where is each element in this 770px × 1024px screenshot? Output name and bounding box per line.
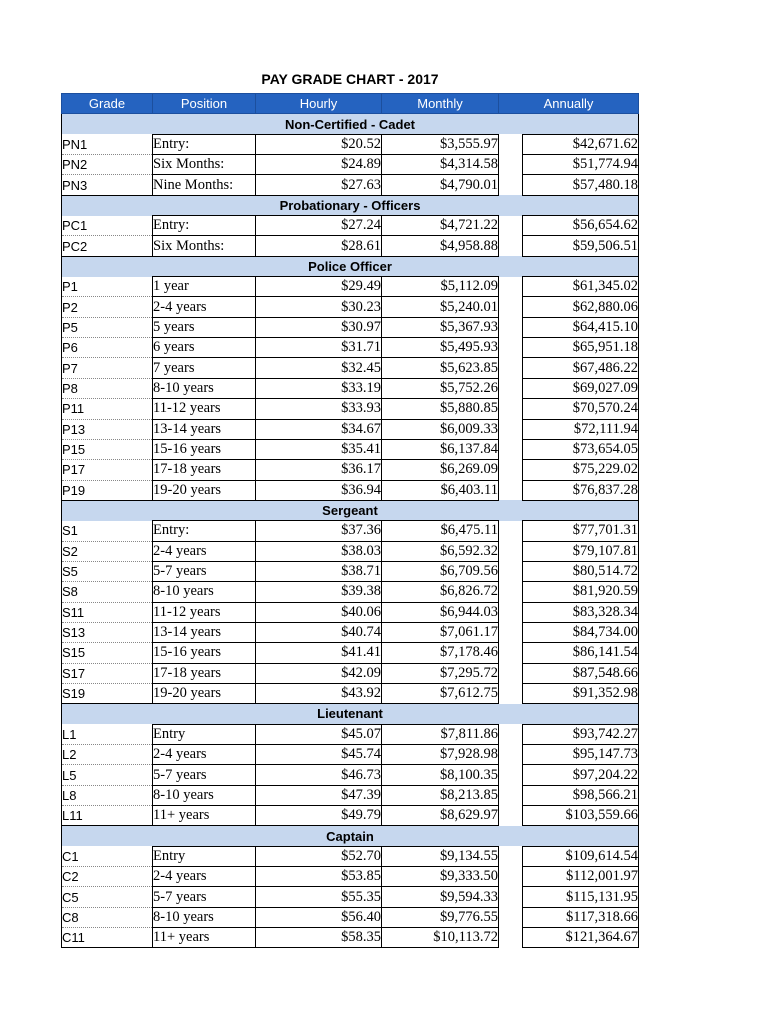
table-body xyxy=(62,114,639,948)
grade-cell: L8 xyxy=(62,785,153,805)
spacer-cell xyxy=(499,175,523,195)
grade-cell: P17 xyxy=(62,460,153,480)
spacer-cell xyxy=(499,724,523,744)
pay-grade-table xyxy=(61,93,639,948)
hourly-cell: $45.74 xyxy=(256,745,382,765)
monthly-cell: $6,944.03 xyxy=(382,602,499,622)
table-row xyxy=(62,846,639,866)
spacer-cell xyxy=(499,236,523,256)
hourly-cell: $56.40 xyxy=(256,907,382,927)
table-row xyxy=(62,216,639,236)
hourly-cell: $45.07 xyxy=(256,724,382,744)
table-row xyxy=(62,887,639,907)
section-header-row xyxy=(62,500,639,520)
hourly-cell: $32.45 xyxy=(256,358,382,378)
column-header-position: Position xyxy=(153,94,256,114)
table-row xyxy=(62,460,639,480)
position-cell: 8-10 years xyxy=(153,785,256,805)
column-header-annually: Annually xyxy=(499,94,639,114)
annual-cell: $62,880.06 xyxy=(523,297,639,317)
grade-cell: P8 xyxy=(62,378,153,398)
spacer-cell xyxy=(499,358,523,378)
hourly-cell: $41.41 xyxy=(256,643,382,663)
grade-cell: P2 xyxy=(62,297,153,317)
table-row xyxy=(62,806,639,826)
column-header-hourly: Hourly xyxy=(256,94,382,114)
hourly-cell: $39.38 xyxy=(256,582,382,602)
hourly-cell: $49.79 xyxy=(256,806,382,826)
position-cell: 17-18 years xyxy=(153,663,256,683)
annual-cell: $42,671.62 xyxy=(523,134,639,154)
spacer-cell xyxy=(499,480,523,500)
hourly-cell: $36.94 xyxy=(256,480,382,500)
grade-cell: P5 xyxy=(62,317,153,337)
section-title: Lieutenant xyxy=(62,704,639,724)
monthly-cell: $8,629.97 xyxy=(382,806,499,826)
position-cell: 7 years xyxy=(153,358,256,378)
spacer-cell xyxy=(499,419,523,439)
annual-cell: $103,559.66 xyxy=(523,806,639,826)
annual-cell: $64,415.10 xyxy=(523,317,639,337)
spacer-cell xyxy=(499,541,523,561)
table-row xyxy=(62,439,639,459)
annual-cell: $70,570.24 xyxy=(523,399,639,419)
table-row xyxy=(62,521,639,541)
hourly-cell: $38.03 xyxy=(256,541,382,561)
annual-cell: $86,141.54 xyxy=(523,643,639,663)
grade-cell: S19 xyxy=(62,683,153,703)
monthly-cell: $9,594.33 xyxy=(382,887,499,907)
position-cell: 2-4 years xyxy=(153,867,256,887)
position-cell: 11-12 years xyxy=(153,399,256,419)
monthly-cell: $5,752.26 xyxy=(382,378,499,398)
grade-cell: PC1 xyxy=(62,216,153,236)
grade-cell: P7 xyxy=(62,358,153,378)
grade-cell: P6 xyxy=(62,338,153,358)
section-header-row xyxy=(62,195,639,215)
monthly-cell: $7,612.75 xyxy=(382,683,499,703)
hourly-cell: $52.70 xyxy=(256,846,382,866)
grade-cell: S17 xyxy=(62,663,153,683)
table-row xyxy=(62,622,639,642)
spacer-cell xyxy=(499,602,523,622)
annual-cell: $56,654.62 xyxy=(523,216,639,236)
grade-cell: P15 xyxy=(62,439,153,459)
spacer-cell xyxy=(499,460,523,480)
spacer-cell xyxy=(499,663,523,683)
hourly-cell: $47.39 xyxy=(256,785,382,805)
annual-cell: $93,742.27 xyxy=(523,724,639,744)
annual-cell: $72,111.94 xyxy=(523,419,639,439)
spacer-cell xyxy=(499,317,523,337)
spacer-cell xyxy=(499,582,523,602)
table-row xyxy=(62,399,639,419)
monthly-cell: $8,213.85 xyxy=(382,785,499,805)
annual-cell: $51,774.94 xyxy=(523,155,639,175)
section-header-row xyxy=(62,256,639,276)
annual-cell: $115,131.95 xyxy=(523,887,639,907)
monthly-cell: $6,403.11 xyxy=(382,480,499,500)
hourly-cell: $58.35 xyxy=(256,928,382,948)
spacer-cell xyxy=(499,745,523,765)
grade-cell: S5 xyxy=(62,561,153,581)
position-cell: Entry xyxy=(153,724,256,744)
table-row xyxy=(62,419,639,439)
hourly-cell: $33.93 xyxy=(256,399,382,419)
annual-cell: $57,480.18 xyxy=(523,175,639,195)
grade-cell: PN2 xyxy=(62,155,153,175)
spacer-cell xyxy=(499,928,523,948)
annual-cell: $117,318.66 xyxy=(523,907,639,927)
grade-cell: PN3 xyxy=(62,175,153,195)
section-title: Probationary - Officers xyxy=(62,195,639,215)
section-header-row xyxy=(62,114,639,134)
spacer-cell xyxy=(499,622,523,642)
hourly-cell: $35.41 xyxy=(256,439,382,459)
table-row xyxy=(62,541,639,561)
spacer-cell xyxy=(499,399,523,419)
table-row xyxy=(62,378,639,398)
column-header-monthly: Monthly xyxy=(382,94,499,114)
table-row xyxy=(62,867,639,887)
annual-cell: $91,352.98 xyxy=(523,683,639,703)
position-cell: 5 years xyxy=(153,317,256,337)
monthly-cell: $7,295.72 xyxy=(382,663,499,683)
spacer-cell xyxy=(499,561,523,581)
position-cell: 13-14 years xyxy=(153,622,256,642)
position-cell: Entry: xyxy=(153,521,256,541)
position-cell: 13-14 years xyxy=(153,419,256,439)
position-cell: 8-10 years xyxy=(153,582,256,602)
hourly-cell: $27.63 xyxy=(256,175,382,195)
hourly-cell: $24.89 xyxy=(256,155,382,175)
spacer-cell xyxy=(499,643,523,663)
spacer-cell xyxy=(499,806,523,826)
annual-cell: $69,027.09 xyxy=(523,378,639,398)
position-cell: Entry: xyxy=(153,134,256,154)
monthly-cell: $4,314.58 xyxy=(382,155,499,175)
position-cell: 19-20 years xyxy=(153,480,256,500)
spacer-cell xyxy=(499,155,523,175)
grade-cell: P11 xyxy=(62,399,153,419)
hourly-cell: $40.74 xyxy=(256,622,382,642)
grade-cell: S13 xyxy=(62,622,153,642)
table-row xyxy=(62,765,639,785)
position-cell: 1 year xyxy=(153,277,256,297)
table-row xyxy=(62,907,639,927)
position-cell: 15-16 years xyxy=(153,643,256,663)
hourly-cell: $31.71 xyxy=(256,338,382,358)
table-row xyxy=(62,602,639,622)
spacer-cell xyxy=(499,846,523,866)
grade-cell: L11 xyxy=(62,806,153,826)
position-cell: 17-18 years xyxy=(153,460,256,480)
position-cell: Entry xyxy=(153,846,256,866)
monthly-cell: $9,134.55 xyxy=(382,846,499,866)
annual-cell: $77,701.31 xyxy=(523,521,639,541)
table-row xyxy=(62,724,639,744)
hourly-cell: $30.23 xyxy=(256,297,382,317)
header-row xyxy=(62,94,639,114)
grade-cell: L2 xyxy=(62,745,153,765)
hourly-cell: $43.92 xyxy=(256,683,382,703)
spacer-cell xyxy=(499,683,523,703)
grade-cell: S2 xyxy=(62,541,153,561)
spacer-cell xyxy=(499,378,523,398)
grade-cell: L1 xyxy=(62,724,153,744)
table-row xyxy=(62,338,639,358)
table-row xyxy=(62,175,639,195)
table-row xyxy=(62,561,639,581)
grade-cell: P1 xyxy=(62,277,153,297)
grade-cell: PC2 xyxy=(62,236,153,256)
position-cell: 2-4 years xyxy=(153,297,256,317)
position-cell: 19-20 years xyxy=(153,683,256,703)
monthly-cell: $7,928.98 xyxy=(382,745,499,765)
position-cell: 8-10 years xyxy=(153,378,256,398)
table-row xyxy=(62,358,639,378)
annual-cell: $112,001.97 xyxy=(523,867,639,887)
grade-cell: C8 xyxy=(62,907,153,927)
annual-cell: $61,345.02 xyxy=(523,277,639,297)
annual-cell: $109,614.54 xyxy=(523,846,639,866)
table-row xyxy=(62,745,639,765)
monthly-cell: $7,061.17 xyxy=(382,622,499,642)
monthly-cell: $6,137.84 xyxy=(382,439,499,459)
hourly-cell: $38.71 xyxy=(256,561,382,581)
column-header-grade: Grade xyxy=(62,94,153,114)
table-row xyxy=(62,683,639,703)
spacer-cell xyxy=(499,338,523,358)
hourly-cell: $29.49 xyxy=(256,277,382,297)
spacer-cell xyxy=(499,439,523,459)
position-cell: 8-10 years xyxy=(153,907,256,927)
monthly-cell: $6,709.56 xyxy=(382,561,499,581)
monthly-cell: $9,333.50 xyxy=(382,867,499,887)
spacer-cell xyxy=(499,907,523,927)
position-cell: 2-4 years xyxy=(153,541,256,561)
position-cell: Six Months: xyxy=(153,236,256,256)
position-cell: 15-16 years xyxy=(153,439,256,459)
grade-cell: S15 xyxy=(62,643,153,663)
grade-cell: P13 xyxy=(62,419,153,439)
annual-cell: $65,951.18 xyxy=(523,338,639,358)
table-row xyxy=(62,134,639,154)
hourly-cell: $33.19 xyxy=(256,378,382,398)
annual-cell: $81,920.59 xyxy=(523,582,639,602)
grade-cell: C1 xyxy=(62,846,153,866)
hourly-cell: $27.24 xyxy=(256,216,382,236)
annual-cell: $87,548.66 xyxy=(523,663,639,683)
monthly-cell: $4,790.01 xyxy=(382,175,499,195)
table-row xyxy=(62,236,639,256)
monthly-cell: $5,880.85 xyxy=(382,399,499,419)
hourly-cell: $28.61 xyxy=(256,236,382,256)
position-cell: 5-7 years xyxy=(153,765,256,785)
table-row xyxy=(62,785,639,805)
section-header-row xyxy=(62,826,639,846)
section-header-row xyxy=(62,704,639,724)
table-row xyxy=(62,317,639,337)
hourly-cell: $55.35 xyxy=(256,887,382,907)
grade-cell: S11 xyxy=(62,602,153,622)
hourly-cell: $36.17 xyxy=(256,460,382,480)
position-cell: Nine Months: xyxy=(153,175,256,195)
monthly-cell: $10,113.72 xyxy=(382,928,499,948)
position-cell: 5-7 years xyxy=(153,887,256,907)
spacer-cell xyxy=(499,887,523,907)
table-row xyxy=(62,155,639,175)
table-row xyxy=(62,480,639,500)
annual-cell: $80,514.72 xyxy=(523,561,639,581)
section-title: Non-Certified - Cadet xyxy=(62,114,639,134)
monthly-cell: $5,112.09 xyxy=(382,277,499,297)
monthly-cell: $5,495.93 xyxy=(382,338,499,358)
spacer-cell xyxy=(499,867,523,887)
position-cell: 5-7 years xyxy=(153,561,256,581)
annual-cell: $98,566.21 xyxy=(523,785,639,805)
position-cell: Six Months: xyxy=(153,155,256,175)
hourly-cell: $37.36 xyxy=(256,521,382,541)
annual-cell: $79,107.81 xyxy=(523,541,639,561)
monthly-cell: $7,178.46 xyxy=(382,643,499,663)
section-title: Sergeant xyxy=(62,500,639,520)
spacer-cell xyxy=(499,785,523,805)
monthly-cell: $6,826.72 xyxy=(382,582,499,602)
monthly-cell: $8,100.35 xyxy=(382,765,499,785)
spacer-cell xyxy=(499,297,523,317)
hourly-cell: $42.09 xyxy=(256,663,382,683)
table-row xyxy=(62,297,639,317)
grade-cell: P19 xyxy=(62,480,153,500)
grade-cell: PN1 xyxy=(62,134,153,154)
hourly-cell: $30.97 xyxy=(256,317,382,337)
table-row xyxy=(62,582,639,602)
position-cell: 11-12 years xyxy=(153,602,256,622)
table-row xyxy=(62,277,639,297)
hourly-cell: $53.85 xyxy=(256,867,382,887)
monthly-cell: $9,776.55 xyxy=(382,907,499,927)
monthly-cell: $7,811.86 xyxy=(382,724,499,744)
position-cell: 11+ years xyxy=(153,806,256,826)
spacer-cell xyxy=(499,765,523,785)
monthly-cell: $6,269.09 xyxy=(382,460,499,480)
grade-cell: S8 xyxy=(62,582,153,602)
monthly-cell: $3,555.97 xyxy=(382,134,499,154)
hourly-cell: $40.06 xyxy=(256,602,382,622)
annual-cell: $83,328.34 xyxy=(523,602,639,622)
position-cell: 6 years xyxy=(153,338,256,358)
spacer-cell xyxy=(499,134,523,154)
table-row xyxy=(62,928,639,948)
annual-cell: $97,204.22 xyxy=(523,765,639,785)
annual-cell: $75,229.02 xyxy=(523,460,639,480)
page-title: PAY GRADE CHART - 2017 xyxy=(261,71,439,87)
section-title: Police Officer xyxy=(62,256,639,276)
annual-cell: $84,734.00 xyxy=(523,622,639,642)
table-row xyxy=(62,663,639,683)
monthly-cell: $6,009.33 xyxy=(382,419,499,439)
monthly-cell: $4,721.22 xyxy=(382,216,499,236)
grade-cell: C11 xyxy=(62,928,153,948)
section-title: Captain xyxy=(62,826,639,846)
monthly-cell: $5,623.85 xyxy=(382,358,499,378)
position-cell: 2-4 years xyxy=(153,745,256,765)
monthly-cell: $5,240.01 xyxy=(382,297,499,317)
spacer-cell xyxy=(499,521,523,541)
grade-cell: C5 xyxy=(62,887,153,907)
spacer-cell xyxy=(499,216,523,236)
grade-cell: C2 xyxy=(62,867,153,887)
monthly-cell: $5,367.93 xyxy=(382,317,499,337)
position-cell: 11+ years xyxy=(153,928,256,948)
annual-cell: $59,506.51 xyxy=(523,236,639,256)
spacer-cell xyxy=(499,277,523,297)
grade-cell: L5 xyxy=(62,765,153,785)
annual-cell: $76,837.28 xyxy=(523,480,639,500)
monthly-cell: $6,592.32 xyxy=(382,541,499,561)
hourly-cell: $34.67 xyxy=(256,419,382,439)
table-row xyxy=(62,643,639,663)
position-cell: Entry: xyxy=(153,216,256,236)
annual-cell: $95,147.73 xyxy=(523,745,639,765)
monthly-cell: $6,475.11 xyxy=(382,521,499,541)
grade-cell: S1 xyxy=(62,521,153,541)
annual-cell: $73,654.05 xyxy=(523,439,639,459)
annual-cell: $121,364.67 xyxy=(523,928,639,948)
monthly-cell: $4,958.88 xyxy=(382,236,499,256)
hourly-cell: $46.73 xyxy=(256,765,382,785)
annual-cell: $67,486.22 xyxy=(523,358,639,378)
hourly-cell: $20.52 xyxy=(256,134,382,154)
